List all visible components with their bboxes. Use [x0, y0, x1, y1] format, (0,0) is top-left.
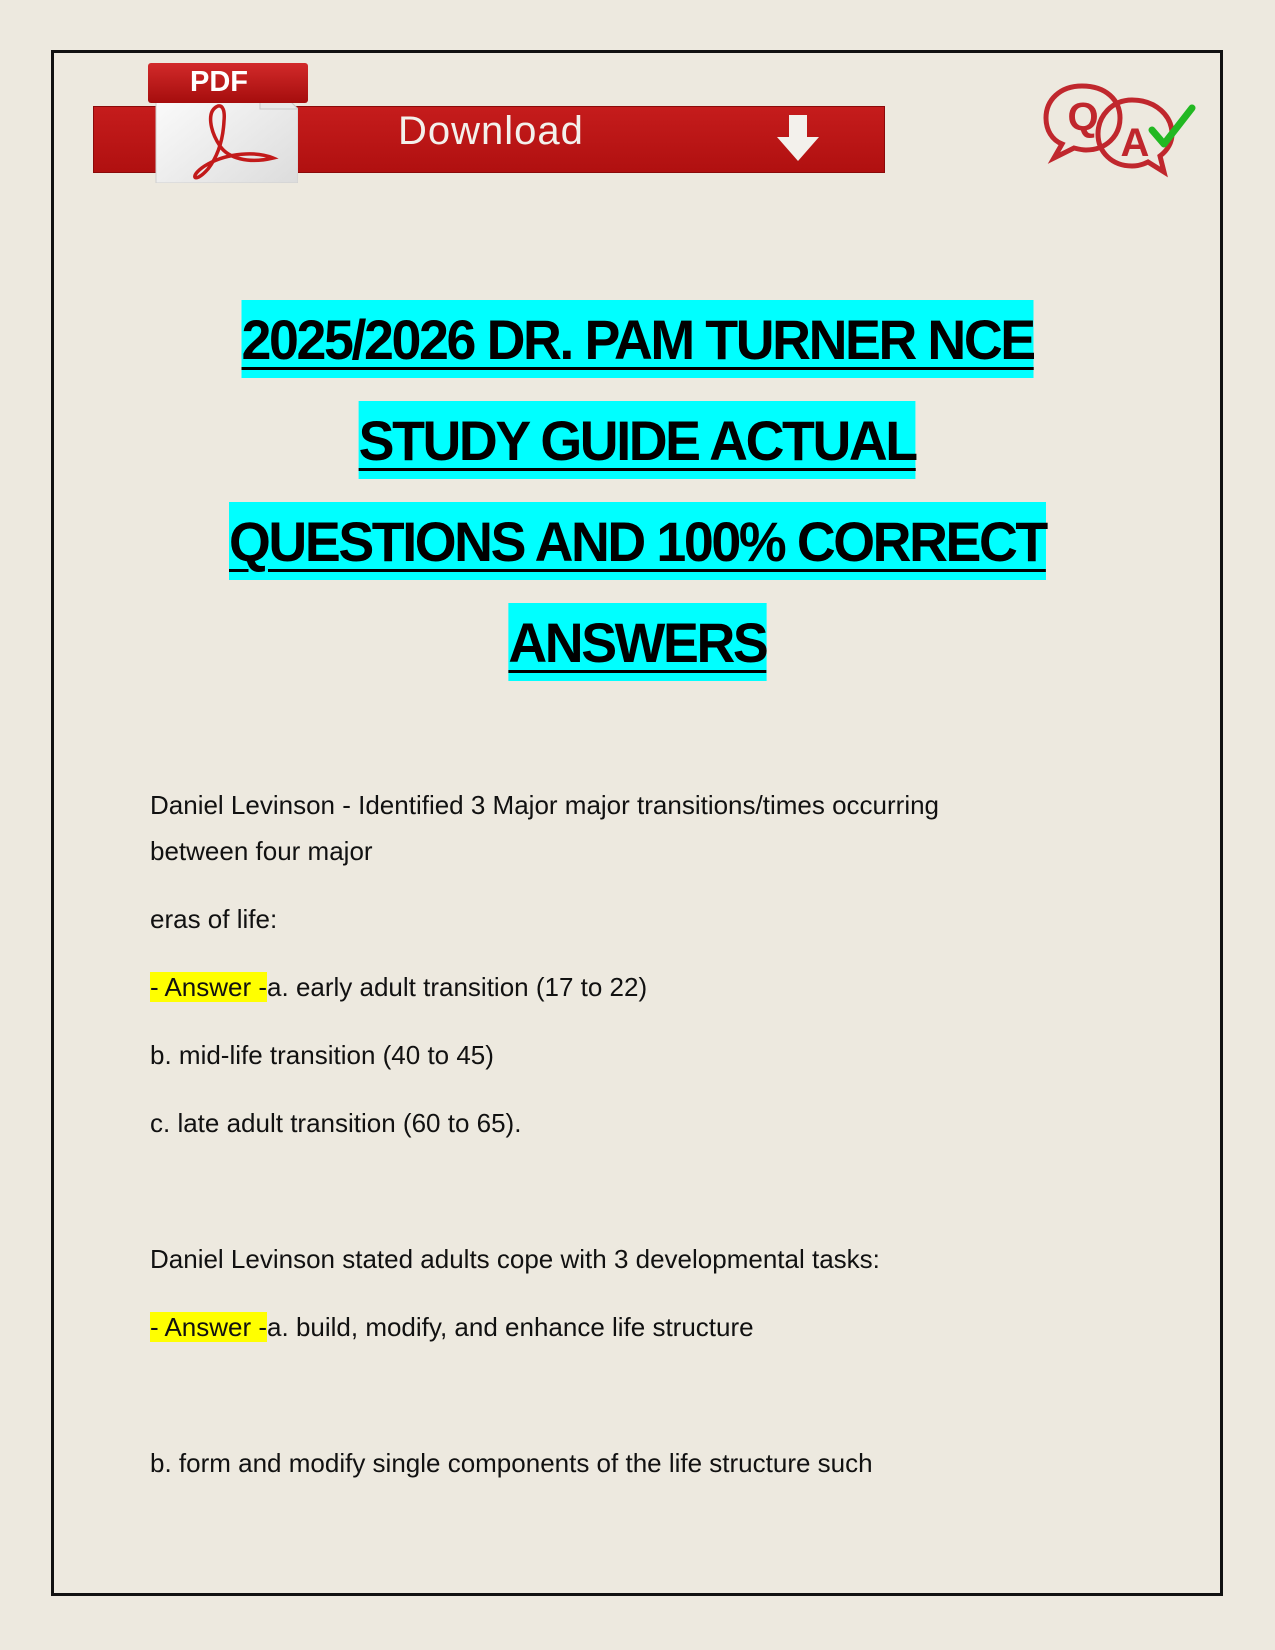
download-label: Download [398, 109, 584, 153]
question-text: Daniel Levinson - Identified 3 Major major transitions/times occurring [150, 790, 940, 820]
question-text: Daniel Levinson stated adults cope with 3 developmental tasks: [150, 1244, 880, 1274]
svg-text:Q: Q [1067, 95, 1099, 139]
answer-line: - Answer -a. early adult transition (17 to 22) [150, 972, 648, 1002]
svg-text:A: A [1120, 121, 1150, 165]
page-border [51, 50, 1223, 1596]
qa-logo [1040, 78, 1210, 178]
answer-label: - Answer - [150, 972, 268, 1002]
title-line: ANSWERS [0, 603, 1275, 704]
pdf-download-banner[interactable] [93, 61, 885, 183]
title-line: QUESTIONS AND 100% CORRECT [0, 502, 1275, 603]
pdf-label: PDF [190, 66, 248, 98]
title-line: STUDY GUIDE ACTUAL [0, 401, 1275, 502]
document-title [0, 300, 1275, 704]
answer-line: c. late adult transition (60 to 65). [150, 1108, 522, 1138]
title-line: 2025/2026 DR. PAM TURNER NCE [0, 300, 1275, 401]
question-text: between four major [150, 836, 373, 866]
question-text: eras of life: [150, 904, 278, 934]
download-arrow-icon [773, 113, 823, 165]
answer-line: - Answer -a. build, modify, and enhance life structure [150, 1312, 754, 1342]
answer-line: b. form and modify single components of the life structure such [150, 1448, 873, 1478]
answer-line: b. mid-life transition (40 to 45) [150, 1040, 494, 1070]
answer-label: - Answer - [150, 1312, 268, 1342]
pdf-tab [148, 63, 308, 103]
pdf-file-icon [148, 61, 298, 183]
